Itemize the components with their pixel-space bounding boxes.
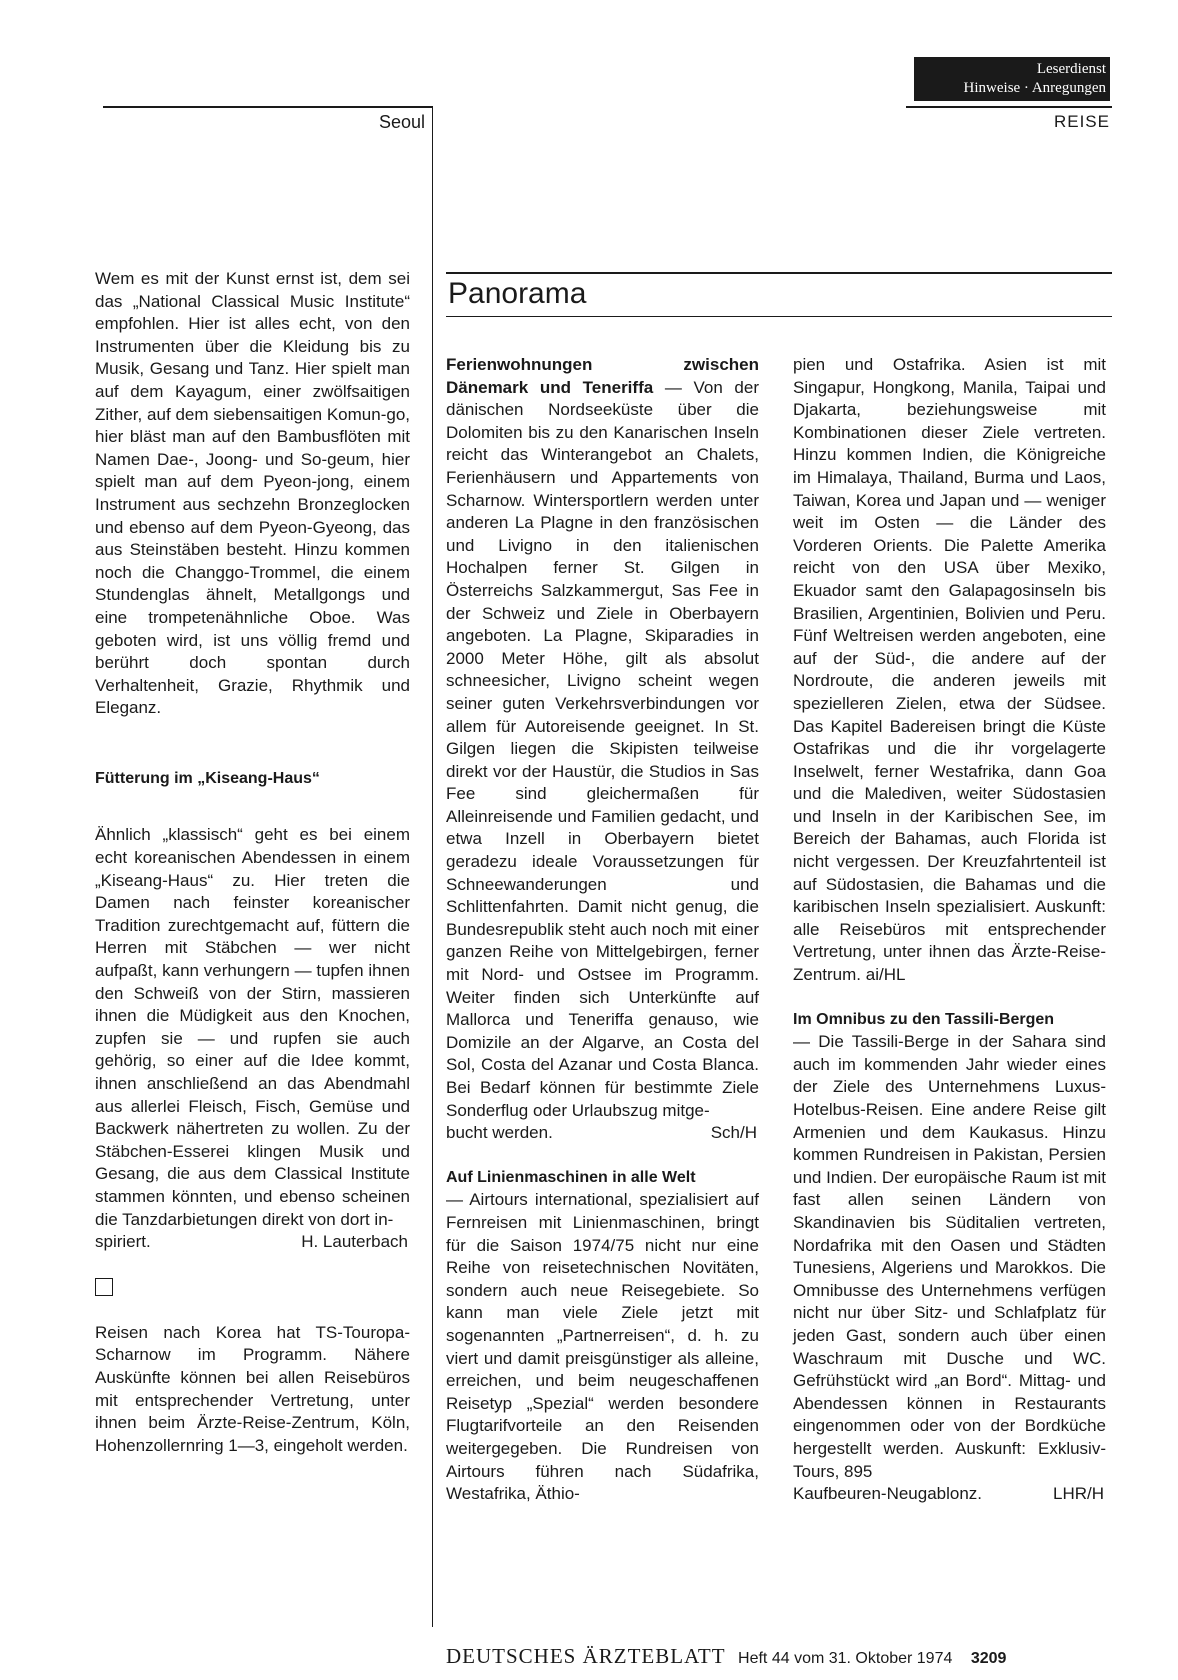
footer-issue: Heft 44 vom 31. Oktober 1974 [738,1650,953,1667]
footer-magazine-name: DEUTSCHES ÄRZTEBLATT [446,1644,726,1668]
left-column [95,268,410,1457]
header-right-label: REISE [1053,112,1110,131]
left-paragraph-3: Reisen nach Korea hat TS-Touropa-Scharnow im Programm. Nähere Auskünfte können bei allen Reisebüros mit entsprechender Vertretung, unter ihnen beim Ärzte-Reise-Zentrum, Köln, Hohenzollernring 1—3, eingeholt werden. [95,1322,410,1455]
article-ferienwohnungen-text: — Von der dänischen Nordseeküste über die Dolomiten bis zu den Kanarischen Inseln reicht das Winterangebot an Chalets, Ferienhäusern und Appartements von Scharnow. Wintersportlern werden unter anderen La Plagne in den französischen und Livigno in den italienischen Hochalpen ferner St. Gilgen in Österreichs Salzkammergut, Sas Fee in der Schweiz und Ziele in Oberbayern angeboten. La Plagne, Skiparadies in 2000 Meter Höhe, gilt als absolut schneesicher, Livigno scheint wegen seiner guten Verkehrsverbindungen vor allem für Autoreisende geeignet. In St. Gilgen liegen die Skipisten teilweise direkt vor der Haustür, die Studios in Sas Fee sind gleichermaßen für Alleinreisende und Familien gedacht, und etwa Inzell in Oberbayern bietet geradezu ideale Voraussetzungen für Schneewanderungen und Schlittenfahrten. Damit nicht genug, die Bundesrepublik steht auch noch mit einer ganzen Reihe von Mittelgebirgen, ferner mit Nord- und Ostsee im Programm. Weiter finden sich Unterkünfte auf Mallorca und Teneriffa genauso, wie Domizile an der Algarve, an Costa del Sol, Costa del Azanar und Costa Blanca. Bei Bedarf können für bestimmte Ziele Sonderflug oder Urlaubszug mitge- [446,377,759,1120]
panorama-title: Panorama [448,277,587,310]
footer-page-number: 3209 [970,1650,1007,1667]
end-box-icon [95,1278,113,1296]
author-signature: H. Lauterbach [301,1232,408,1252]
panorama-rule-bottom [446,316,1112,317]
panorama-rule-top [446,272,1112,274]
left-signature-line [95,1231,410,1254]
page-footer [446,1644,1112,1669]
left-paragraph-2: Ähnlich „klassisch“ geht es bei einem echt koreanischen Abendessen in einem „Kiseang-Haus“ zu. Hier treten die Damen nach feinster koreanischer Tradition zurechtgemacht auf, füttern die Herren mit Stäbchen — wer nicht aufpaßt, kann verhungern — tupfen ihnen den Schweiß von der Stirn, massieren ihnen die Müdigkeit aus den Knochen, zupfen sie — und rupfen sie auch gehörig, so einer auf die Idee kommt, ihnen anschließend an das Abendmahl aus allerlei Fleisch, Fisch, Gemüse und Backwerk nähertreten zu wollen. Zu der Stäbchen-Esserei klingen Musik und Gesang, die aus dem Classical Institute stammen könnten, und ebenso scheinen die Tanzdarbietungen direkt von dort in- [95,825,410,1229]
header-rule-left [103,106,433,108]
article-ferienwohnungen-end: bucht werden. [446,1123,553,1143]
article-omnibus-signature: LHR/H [1052,1484,1104,1504]
article-omnibus-heading: Im Omnibus zu den Tassili-Bergen [793,1010,1055,1028]
badge-line-2: Hinweise · Anregungen [963,80,1106,96]
article-linienmaschinen-text: — Airtours international, spezialisiert auf Fernreisen mit Linienmaschinen, bringt für die Saison 1974/75 nicht nur eine Reihe von reisetechnischen Novitäten, sondern auch neue Reisegebiete. So kann man viele Ziele jetzt mit sogenannten „Partnerreisen“, d. h. zu viert und damit preisgünstiger als alleine, erreichen, und beim neugeschaffenen Reisetyp „Spezial“ werden besondere Flugtarifvorteile an den Reisenden weitergegeben. Die Rundreisen von Airtours führen nach Südafrika, Westafrika, Äthio- [446,1190,759,1504]
header-left-label: Seoul [378,112,425,132]
article-omnibus-signature-line [793,1483,1106,1506]
header-rule-right [906,106,1112,108]
left-heading-kiseang: Fütterung im „Kiseang-Haus“ [95,769,320,787]
middle-column [446,354,759,1506]
article-omnibus-end: Kaufbeuren-Neugablonz. [793,1484,983,1504]
badge-line-1: Leserdienst [1036,61,1106,77]
left-paragraph-1: Wem es mit der Kunst ernst ist, dem sei das „National Classical Music Institute“ empfohlen. Hier ist alles echt, von den Instrumenten über die Kleidung bis zu Musik, Gesang und Tanz. Hier spielt man auf dem Kayagum, einer zwölfsaitigen Zither, auf dem siebensaitigen Komun-go, hier bläst man auf den Bambusflöten mit Namen Dae-, Joong- und So-geum, hier spielt man auf dem Pyeon-jong, einem Instrument aus sechzehn Bronzeglocken und ebenso auf dem Pyeon-Gyeong, das aus Steinstäben besteht. Hinzu kommen noch die Changgo-Trommel, die einem Stundenglas ähnelt, Metallgongs und eine trompetenähnliche Oboe. Was geboten wird, ist uns völlig fremd und berührt doch spontan durch Verhaltenheit, Grazie, Rhythmik und Eleganz. [95,269,410,718]
article-linienmaschinen-heading: Auf Linienmaschinen in alle Welt [446,1168,696,1186]
article-ferienwohnungen-signature-line [446,1122,759,1145]
article-linienmaschinen-continued: pien und Ostafrika. Asien ist mit Singapur, Hongkong, Manila, Taipai und Djakarta, beziehungsweise mit Kombinationen dieser Ziele vertreten. Hinzu kommen Indien, die Königreiche im Himalaya, Thailand, Burma und Laos, Taiwan, Korea und Japan und — weniger weit im Osten — die Länder des Vorderen Orients. Die Palette Amerika reicht von den USA über Mexiko, Ekuador samt den Galapagosinseln bis Brasilien, Argentinien, Bolivien und Peru. Fünf Weltreisen werden angeboten, eine auf der Süd-, die andere auf der Nordroute, die anderen jeweils mit spezielleren Zielen, etwa der Südsee. Das Kapitel Badereisen bringt die Küste Ostafrikas und die ihr vorgelagerte Inselwelt, ferner Westafrika, dann Goa und die Malediven, weiter Südostasien und Inseln in der Karibischen See, im Bereich der Bahamas, auch Florida ist nicht vergessen. Der Kreuzfahrtenteil ist auf Südostasien, die Bahamas und die karibischen Inseln spezialisiert. Auskunft: alle Reisebüros mit entsprechender Vertretung, unter ihnen das Ärzte-Reise-Zentrum. ai/HL [793,355,1106,985]
column-divider [432,107,433,1627]
left-paragraph-2-end: spiriert. [95,1232,151,1252]
article-ferienwohnungen [446,354,759,1122]
article-omnibus-text: — Die Tassili-Berge in der Sahara sind auch im kommenden Jahr wieder eines der Ziele des Unternehmens Luxus-Hotelbus-Reisen. Eine andere Reise gilt Armenien und dem Kaukasus. Hinzu kommen Rundreisen in Pakistan, Persien und Indien. Der europäische Raum ist mit fast allen seinen Ländern von Skandinavien bis Süditalien vertreten, Nordafrika mit den Oasen und Städten Tunesiens, Algeriens und Marokkos. Die Omnibusse des Unternehmens verfügen nicht nur über Sitz- und Schlafplatz für jeden Gast, sondern auch über einen Waschraum mit Dusche und WC. Gefrühstückt wird „an Bord“. Mittag- und Abendessen können in Restaurants eingenommen oder von der Bordküche hergestellt werden. Auskunft: Exklusiv-Tours, 895 [793,1032,1106,1481]
right-column [793,354,1106,1506]
section-badge [914,57,1110,101]
article-ferienwohnungen-signature: Sch/H [710,1123,757,1143]
article-ferienwohnungen-heading: Ferienwohnungen zwischen Dänemark und Teneriffa [446,355,759,397]
